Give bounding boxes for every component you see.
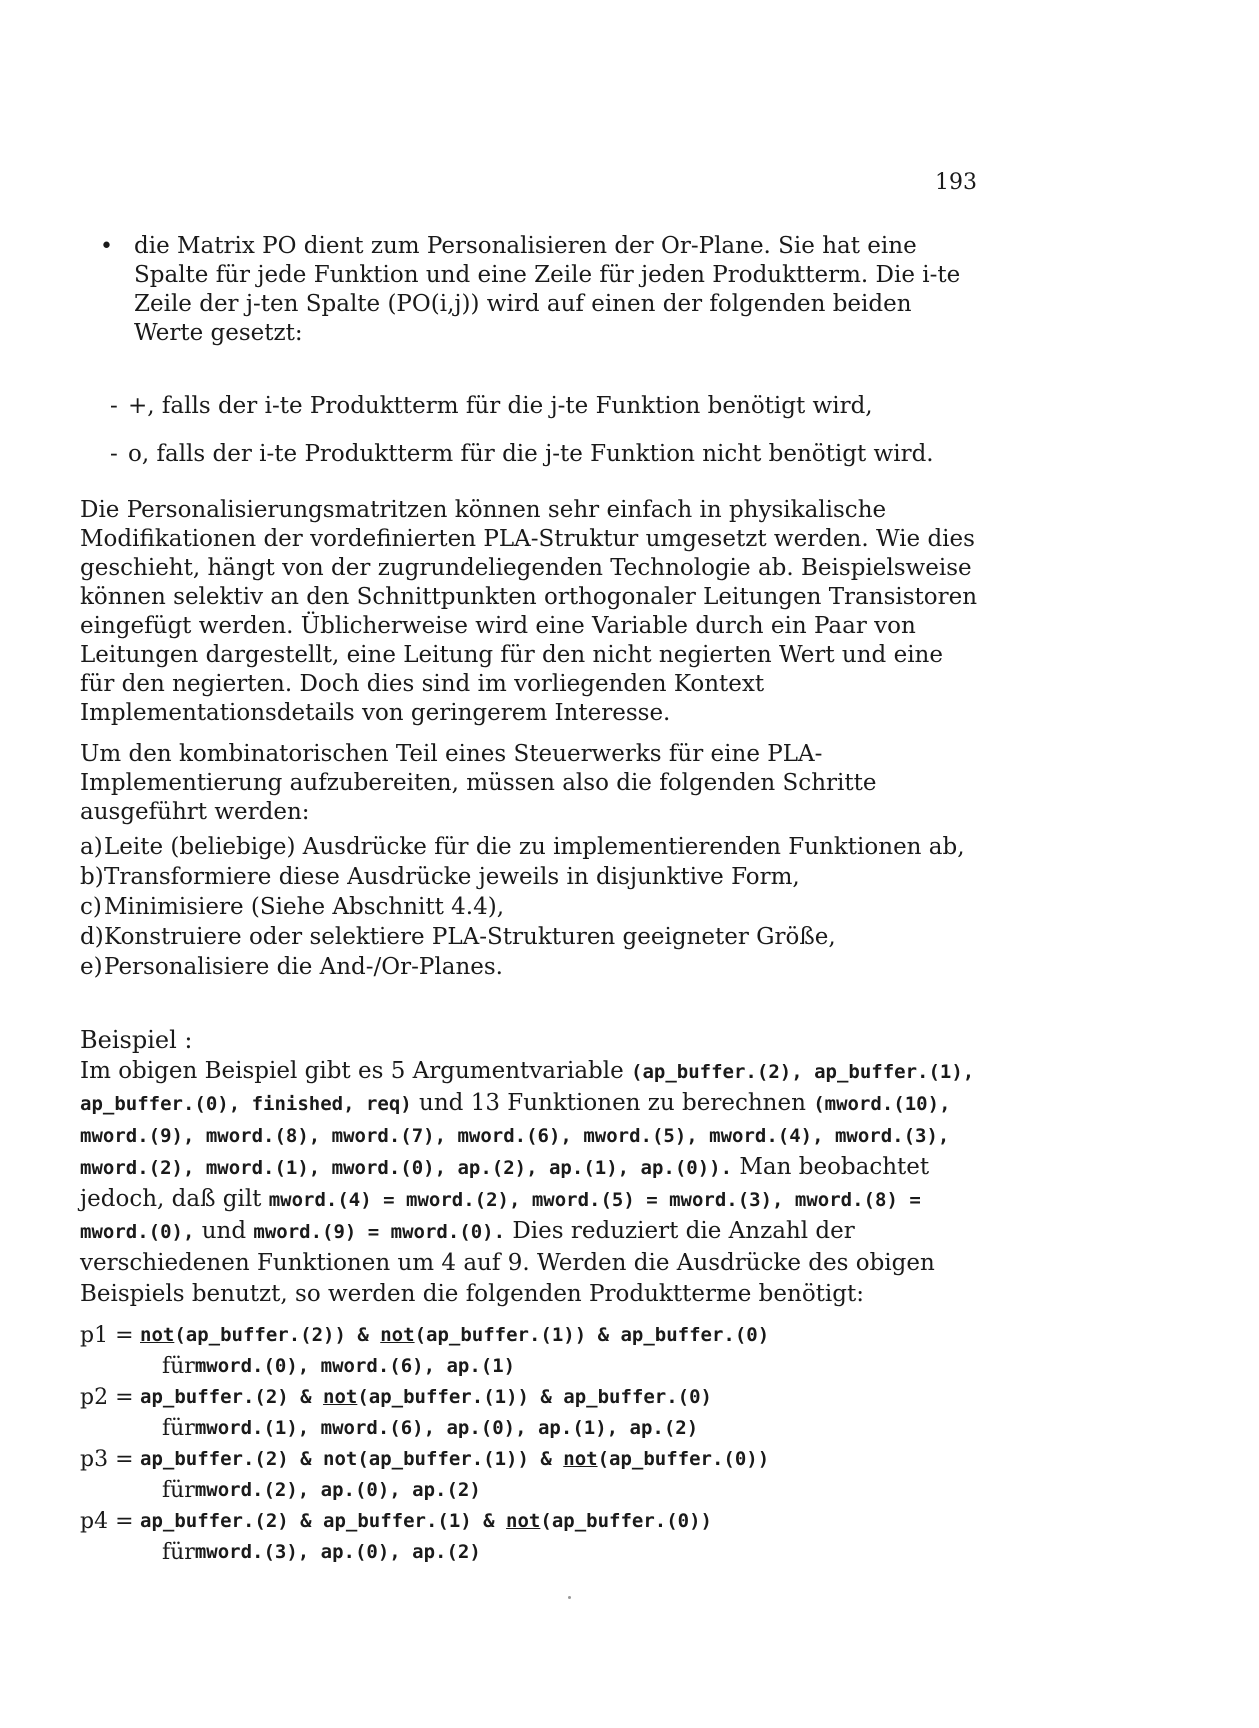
paragraph-personalisierung: Die Personalisierungsmatritzen können sehr einfach in physikalische Modifikationen der vordefinierten PLA-Struktur umgesetzt werden. Wie dies geschieht, hängt von der zugrundeliegenden Technologie ab. Beispielsweise können selektiv an den Schnittpunkten orthogonaler Leitungen Transistoren eingefügt werden. Üblicherweise wird eine Variable durch ein Paar von Leitungen dargestellt, eine Leitung für den nicht negierten Wert und eine für den negierten. Doch dies sind im vorliegenden Kontext Implementationsdetails von geringerem Interesse. (80, 497, 978, 726)
step-list (80, 832, 980, 982)
term-usage-line (80, 1537, 980, 1568)
term-line (80, 1444, 980, 1475)
bullet-item (100, 232, 980, 348)
example-text: Im obigen Beispiel gibt es 5 Argumentvariable (80, 1058, 632, 1084)
step-item (80, 892, 980, 922)
term-expression (140, 1444, 769, 1475)
step-item (80, 952, 980, 982)
step-item (80, 922, 980, 952)
term-usage-line (80, 1475, 980, 1506)
term-for-word: für (162, 1354, 195, 1379)
term-expression (140, 1382, 712, 1413)
term-usage-line (80, 1351, 980, 1382)
step-item (80, 832, 980, 862)
example-text: und (194, 1218, 254, 1244)
term-label: p4 = (80, 1509, 134, 1534)
example-code: (mword.(10), mword.(9), mword.(8), mword.(7), mword.(6), mword.(5), mword.(4), mword.(3), mword.(2), mword.(1), mword.(0), ap.(2), ap.(1), ap.(0)). (80, 1093, 951, 1179)
term-part: not (506, 1510, 541, 1532)
term-part: not (323, 1386, 358, 1408)
term-for-list: mword.(1), mword.(6), ap.(0), ap.(1), ap.(2) (194, 1417, 699, 1439)
term-part: (ap_buffer.(0)) (540, 1510, 712, 1532)
term-part: (ap_buffer.(2)) & (174, 1324, 381, 1346)
page-number: 193 (935, 170, 977, 195)
term-label: p1 = (80, 1323, 134, 1348)
step-marker: e) (80, 954, 103, 980)
term-usage-line (80, 1413, 980, 1444)
term-part: ap_buffer.(2) & ap_buffer.(1) & (140, 1510, 507, 1532)
example-code: mword.(4) = mword.(2), mword.(5) = mword.(3), mword.(8) = mword.(0), (80, 1189, 921, 1243)
term-label: p2 = (80, 1385, 134, 1410)
example-paragraph (80, 1056, 1000, 1310)
step-marker: a) (80, 834, 103, 860)
dash-list (110, 392, 980, 488)
term-for-list: mword.(2), ap.(0), ap.(2) (194, 1479, 481, 1501)
step-text: Transformiere diese Ausdrücke jeweils in disjunktive Form, (104, 864, 800, 890)
term-for-word: für (162, 1478, 195, 1503)
step-text: Leite (beliebige) Ausdrücke für die zu implementierenden Funktionen ab, (104, 834, 965, 860)
dash-text: +, falls der i-te Produktterm für die j-te Funktion benötigt wird, (128, 393, 873, 419)
dash-marker: - (110, 393, 118, 419)
term-part: (ap_buffer.(1)) & ap_buffer.(0) (414, 1324, 770, 1346)
bullet-text: die Matrix PO dient zum Personalisieren der Or-Plane. Sie hat eine Spalte für jede Funktion und eine Zeile für jeden Produktterm. Die i-te Zeile der j-ten Spalte (PO(i,j)) wird auf einen der folgenden beiden Werte gesetzt: (134, 233, 961, 346)
term-part: not (563, 1448, 598, 1470)
step-marker: c) (80, 894, 102, 920)
step-text: Minimisiere (Siehe Abschnitt 4.4), (104, 894, 505, 920)
example-heading: Beispiel : (80, 1026, 193, 1054)
step-item (80, 862, 980, 892)
term-line (80, 1320, 980, 1351)
term-line (80, 1506, 980, 1537)
term-expression (140, 1506, 712, 1537)
term-part: not (380, 1324, 415, 1346)
example-text: Man beobachtet jedoch, daß gilt (80, 1154, 930, 1212)
term-part: (ap_buffer.(1)) & ap_buffer.(0) (357, 1386, 712, 1408)
example-code: (ap_buffer.(2), ap_buffer.(1), ap_buffer.(0), finished, req) (80, 1061, 975, 1115)
example-code: mword.(9) = mword.(0). (253, 1221, 506, 1243)
product-terms (80, 1320, 980, 1568)
term-line (80, 1382, 980, 1413)
example-text: Dies reduziert die Anzahl der verschiedenen Funktionen um 4 auf 9. Werden die Ausdrücke des obigen Beispiels benutzt, so werden die folgenden Produktterme benötigt: (80, 1218, 935, 1307)
step-marker: d) (80, 924, 104, 950)
term-expression (140, 1320, 769, 1351)
paragraph-schritte-intro: Um den kombinatorischen Teil eines Steuerwerks für eine PLA-Implementierung aufzubereiten, müssen also die folgenden Schritte ausgeführt werden: (80, 741, 877, 825)
term-part: ap_buffer.(2) & not(ap_buffer.(1)) & (140, 1448, 564, 1470)
step-marker: b) (80, 864, 104, 890)
term-for-word: für (162, 1540, 195, 1565)
example-text: und 13 Funktionen zu berechnen (411, 1090, 814, 1116)
bullet-marker: • (100, 234, 113, 259)
dash-marker: - (110, 441, 118, 467)
term-part: ap_buffer.(2) & (140, 1386, 324, 1408)
dash-text: o, falls der i-te Produktterm für die j-te Funktion nicht benötigt wird. (128, 441, 934, 467)
dash-item (110, 440, 980, 469)
dash-item (110, 392, 980, 421)
step-text: Konstruiere oder selektiere PLA-Strukturen geeigneter Größe, (104, 924, 836, 950)
step-text: Personalisiere die And-/Or-Planes. (104, 954, 503, 980)
term-part: (ap_buffer.(0)) (597, 1448, 770, 1470)
term-part: not (140, 1324, 175, 1346)
scan-speck (568, 1596, 571, 1599)
term-label: p3 = (80, 1447, 134, 1472)
term-for-list: mword.(3), ap.(0), ap.(2) (194, 1541, 481, 1563)
term-for-word: für (162, 1416, 195, 1441)
term-for-list: mword.(0), mword.(6), ap.(1) (194, 1355, 516, 1377)
